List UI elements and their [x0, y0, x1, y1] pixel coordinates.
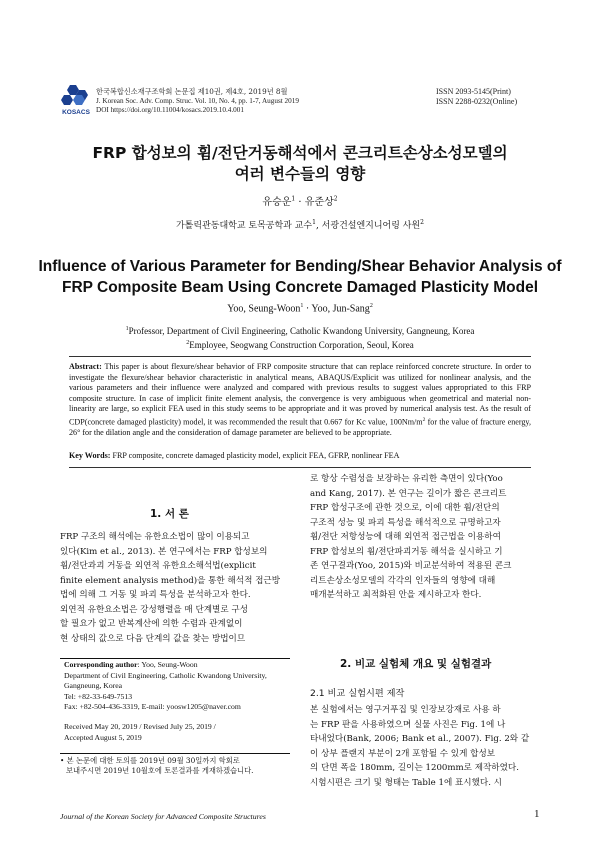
logo-text: KOSACS — [62, 109, 90, 116]
journal-name-en: J. Korean Soc. Adv. Comp. Struc. Vol. 10, No. 4, pp. 1-7, August 2019 — [96, 96, 299, 105]
author-en-1: Yoo, Seung-Woon — [227, 303, 301, 315]
text-line: 는 FRP 판을 사용하였으며 실물 사진은 Fig. 1에 나 — [310, 719, 506, 730]
affiliation-korean: 가톨릭관동대학교 토목공학과 교수$^1$, 서광건설엔지니어링 사원$^2$ — [175, 219, 424, 231]
text-line: 휨/전단과괴 거동을 외연적 유한요소해석법(explicit — [60, 561, 256, 571]
title-en-line2: FRP Composite Beam Using Concrete Damaged Plasticity Model — [61, 279, 539, 296]
text-line: 시험시편은 크기 및 형태는 Table 1에 표시했다. 시 — [310, 777, 502, 788]
section-2-1-paragraph — [310, 703, 540, 790]
intro-paragraph-continued — [310, 472, 540, 603]
doi-link[interactable]: DOI https://doi.org/10.11004/kosacs.2019.10.4.001 — [96, 106, 244, 115]
abstract: Abstract: This paper is about flexure/shear behavior of FRP composite structure that can replace reinforced concrete structure. In order to investigate the flexure/shear behavior characteristic in analytical means, ABAQUS/Explicit was utilized for nonlinear analysis, and the various parameters and their influence were analyzed and compared with previous results to suggest values appropriated to this FRP composite structure. In case of implicit finite element analysis, the convergence is very ambiguous when geometrical and material non-linearity are large, so explicit FEA used in this study seems to be appropriate and it was proved by numerical analysis test. As the result of CDP(concrete damaged plasticity) model, it was recommended the result that 0.667 for Kc value, $100Nm/m^2$ for the value of fracture energy, 26° for the dilation angle and the consideration of damage parameter are believed to be appropriate. — [69, 362, 531, 438]
abstract-top-rule — [69, 356, 531, 357]
title-korean — [0, 143, 600, 185]
abstract-text: This paper is about flexure/shear behavior of FRP composite structure that can replace reinforced concrete structure. In order to investigate the flexure/shear behavior characteristic in analytical means, ABAQUS/Explicit was utilized for nonlinear analysis, and the various parameters and their influence were analyzed and compared with previous results to suggest values appropriated to this FRP composite structure. In case of implicit finite element analysis, the convergence is very ambiguous when geometrical and material non-linearity are large, so explicit FEA used in this study seems to be appropriate and it was proved by numerical analysis test. As the result of CDP(concrete damaged plasticity) model, it was recommended the result that 0.667 for Kc value, 100Nm/m — [69, 362, 531, 427]
text-line: 현 상태의 값으로 다음 단계의 값을 찾는 방법이므 — [60, 633, 246, 644]
keywords-text: FRP composite, concrete damaged plasticity model, explicit FEA, GFRP, nonlinear FEA — [110, 451, 400, 460]
text-line: 있다(Kim et al., 2013). 본 연구에서는 FRP 합성보의 — [60, 546, 268, 557]
text-line: 로 항상 수렴성을 보장하는 유리한 측면이 있다(Yoo — [310, 474, 503, 484]
issn-online: ISSN 2288-0232(Online) — [436, 96, 518, 106]
affiliation-english: $^1$Professor, Department of Civil Engineering, Catholic Kwandong University, Gangneung, Korea $^2$Employee, Seogwang Construction Corporation, Seoul, Korea — [125, 326, 475, 350]
intro-paragraph — [60, 530, 290, 646]
affiliation-en-1: Professor, Department of Civil Engineering, Catholic Kwandong University, Gangneung, Korea — [128, 326, 475, 336]
journal-name-ko: 한국복합신소재구조학회 논문집 제10권, 제4호, 2019년 8월 — [96, 87, 288, 96]
footnote-note-rule — [60, 753, 290, 754]
author-ko-1: 유승운 — [262, 197, 292, 208]
corresponding-author-label: Corresponding author — [64, 660, 138, 669]
text-line: FRP 합성구조에 관한 것으로, 이에 대한 휨/전단의 — [310, 503, 500, 513]
section-2-heading: 2. 비교 실험체 개요 및 실험결과 — [340, 658, 492, 670]
footnote-rule — [60, 658, 290, 659]
text-line: 외연적 유한요소법은 강성행렬을 매 단계별로 구성 — [60, 604, 248, 615]
text-line: 의 단면 폭을 180mm, 길이는 1200mm로 제작하였다. — [310, 763, 519, 773]
author-en-2: Yoo, Jun-Sang — [311, 303, 370, 315]
text-line: 타내었다(Bank, 2006; Bank et al., 2007). Fig. 2와 같 — [310, 734, 530, 744]
text-line: FRP 구조의 해석에는 유한요소법이 많이 이용되고 — [60, 532, 250, 542]
journal-info — [96, 87, 299, 116]
received-dates: Received May 20, 2019 / Revised July 25, 2019 / — [64, 721, 216, 731]
title-ko-line1: FRP 합성보의 휨/전단거동해석에서 콘크리트손상소성모델의 — [92, 144, 508, 162]
abstract-label: Abstract: — [69, 362, 102, 371]
text-line: 리트손상소성모델의 각각의 인자들의 영향에 대해 — [310, 575, 496, 586]
page-number: 1 — [534, 808, 540, 820]
footer-journal-name: Journal of the Korean Society for Advanced Composite Structures — [60, 812, 266, 821]
journal-logo — [60, 84, 92, 114]
keywords-label: Key Words: — [69, 451, 111, 460]
abstract-bottom-rule — [69, 467, 531, 468]
footnote: Corresponding author: Yoo, Seung-Woon Department of Civil Engineering, Catholic Kwandong University, Gangneung, Korea Tel: +82-33-649-7513 Fax: +82-504-436-3319, E-mail: yoosw1205@naver.com Received May 20, 2019 / Revised July 25, 2019 / Accepted August 5, 2019 — [64, 660, 290, 743]
title-ko-line2: 여러 변수들의 영향 — [234, 165, 366, 183]
text-line: 본 실험에서는 영구거푸집 및 인장보강재로 사용 하 — [310, 705, 501, 715]
affiliation-en-2: Employee, Seogwang Construction Corporation, Seoul, Korea — [189, 340, 414, 350]
text-line: 휨/전단 저항성능에 대해 외연적 접근법을 이용하여 — [310, 532, 501, 542]
issn-block — [436, 87, 517, 106]
text-line: 이 상부 플랜지 부분이 2개 포함될 수 있게 합성보 — [310, 748, 496, 759]
author-ko-2: 유준상 — [304, 197, 334, 208]
contact-email: Fax: +82-504-436-3319, E-mail: yoosw1205@naver.com — [64, 702, 241, 712]
text-line: finite element analysis method)을 통한 해석적 접근방 — [60, 575, 281, 586]
text-line: and Kang, 2017). 본 연구는 길이가 짧은 콘크리트 — [310, 488, 507, 499]
text-line: 매개분석하고 최적화된 안을 제시하고자 한다. — [310, 590, 482, 600]
text-line: 법에 의해 그 거동 및 파괴 특성을 분석하고자 한다. — [60, 590, 251, 600]
section-introduction-heading: 1. 서 론 — [150, 508, 189, 520]
authors-korean: 유승운$^1$ · 유준상$^2$ — [262, 195, 338, 208]
kosacs-logo-icon — [60, 84, 92, 106]
keywords — [69, 451, 531, 462]
issn-print: ISSN 2093-5145(Print) — [436, 87, 511, 96]
text-line: 존 연구결과(Yoo, 2015)와 비교분석하여 적용된 콘크 — [310, 561, 512, 571]
authors-english: Yoo, Seung-Woon$^1$ · Yoo, Jun-Sang$^2$ — [227, 303, 373, 315]
discussion-note: • 본 논문에 대한 토의를 2019년 09월 30일까지 학회로 보내주시면 2019년 10월호에 토론결과를 게재하겠습니다. — [60, 756, 254, 775]
section-2-1-heading: 2.1 비교 실험시편 제작 — [310, 688, 405, 699]
title-english — [0, 256, 600, 298]
text-line: 할 필요가 없고 반복계산에 의한 수렴과 관계없이 — [60, 619, 243, 629]
title-en-line1: Influence of Various Parameter for Bending/Shear Behavior Analysis of — [38, 258, 562, 275]
accepted-date: Accepted August 5, 2019 — [64, 732, 142, 742]
text-line: FRP 합성보의 휨/전단파괴거동 해석을 실시하고 기 — [310, 546, 503, 557]
text-line: 구조적 성능 및 파괴 특성을 해석적으로 규명하고자 — [310, 517, 501, 528]
